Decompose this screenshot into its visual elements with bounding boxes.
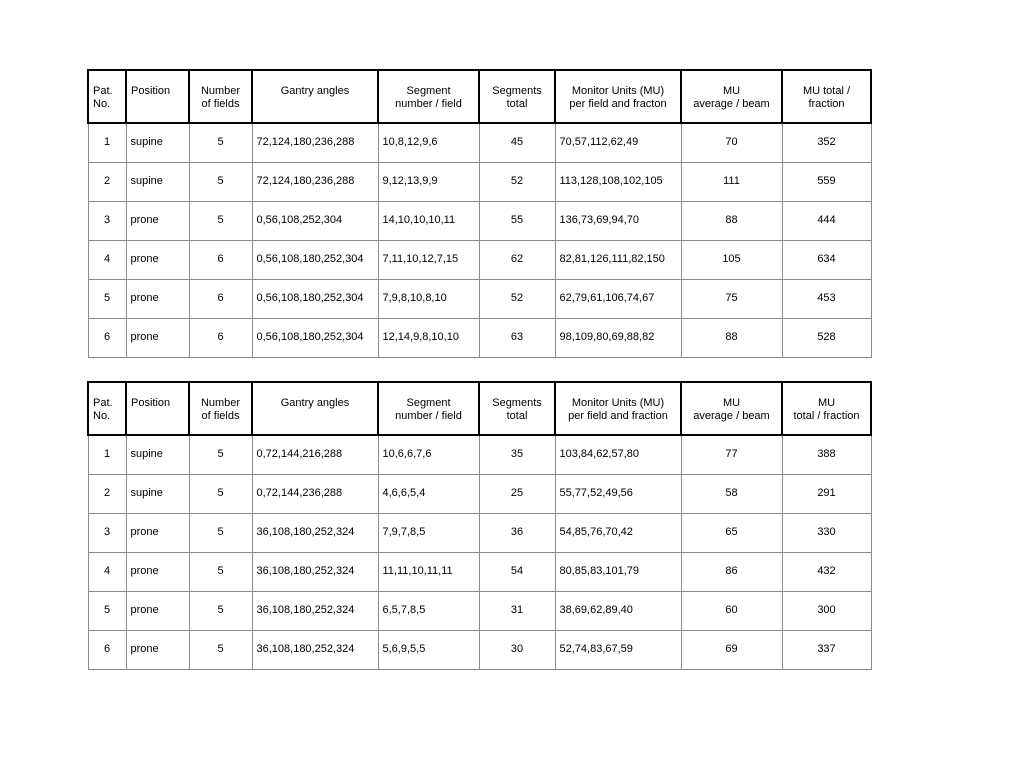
- header-text-line: No.: [93, 410, 111, 422]
- cell-mu-average-per-beam: 58: [681, 474, 782, 513]
- cell-number-of-fields: 5: [189, 591, 252, 630]
- cell-mu-total-per-fraction: 291: [782, 474, 871, 513]
- cell-patient-number: 4: [88, 552, 126, 591]
- cell-segments-total: 54: [479, 552, 555, 591]
- header-mu-total-per-fraction: [782, 382, 871, 435]
- cell-number-of-fields: 6: [189, 279, 252, 318]
- cell-segments-total: 36: [479, 513, 555, 552]
- table-row: [88, 279, 871, 318]
- cell-mu-average-per-beam: 65: [681, 513, 782, 552]
- cell-position: prone: [126, 318, 189, 357]
- cell-position: prone: [126, 552, 189, 591]
- cell-monitor-units-per-field: 82,81,126,111,82,150: [555, 240, 681, 279]
- header-position: [126, 70, 189, 123]
- cell-segments-total: 45: [479, 123, 555, 162]
- cell-position: prone: [126, 240, 189, 279]
- cell-gantry-angles: 36,108,180,252,324: [252, 591, 378, 630]
- cell-position: prone: [126, 279, 189, 318]
- header-segment-number-per-field: [378, 382, 479, 435]
- cell-segments-total: 31: [479, 591, 555, 630]
- cell-mu-total-per-fraction: 388: [782, 435, 871, 474]
- header-text-line: Pat.: [93, 85, 113, 97]
- cell-mu-total-per-fraction: 634: [782, 240, 871, 279]
- cell-patient-number: 2: [88, 474, 126, 513]
- treatment-plan-table-2: [87, 381, 872, 670]
- cell-monitor-units-per-field: 38,69,62,89,40: [555, 591, 681, 630]
- cell-gantry-angles: 72,124,180,236,288: [252, 162, 378, 201]
- cell-position: prone: [126, 201, 189, 240]
- cell-gantry-angles: 72,124,180,236,288: [252, 123, 378, 162]
- header-text-line: fraction: [808, 98, 845, 110]
- header-text-line: total: [506, 98, 528, 110]
- cell-gantry-angles: 36,108,180,252,324: [252, 552, 378, 591]
- cell-segment-number-per-field: 7,9,7,8,5: [378, 513, 479, 552]
- cell-segment-number-per-field: 14,10,10,10,11: [378, 201, 479, 240]
- cell-gantry-angles: 0,56,108,180,252,304: [252, 240, 378, 279]
- cell-gantry-angles: 36,108,180,252,324: [252, 513, 378, 552]
- cell-gantry-angles: 0,72,144,236,288: [252, 474, 378, 513]
- cell-mu-total-per-fraction: 453: [782, 279, 871, 318]
- cell-segment-number-per-field: 7,11,10,12,7,15: [378, 240, 479, 279]
- cell-mu-average-per-beam: 70: [681, 123, 782, 162]
- header-text-line: Segment: [406, 85, 451, 97]
- header-gantry-angles: [252, 70, 378, 123]
- header-monitor-units-per-field: [555, 70, 681, 123]
- table-row: [88, 474, 871, 513]
- table-row: [88, 435, 871, 474]
- cell-mu-total-per-fraction: 444: [782, 201, 871, 240]
- cell-segment-number-per-field: 9,12,13,9,9: [378, 162, 479, 201]
- cell-monitor-units-per-field: 80,85,83,101,79: [555, 552, 681, 591]
- cell-number-of-fields: 5: [189, 630, 252, 669]
- cell-mu-total-per-fraction: 352: [782, 123, 871, 162]
- cell-number-of-fields: 5: [189, 123, 252, 162]
- header-text-line: total: [506, 410, 528, 422]
- cell-mu-total-per-fraction: 330: [782, 513, 871, 552]
- cell-segment-number-per-field: 6,5,7,8,5: [378, 591, 479, 630]
- header-text-line: Monitor Units (MU): [571, 85, 665, 97]
- table-row: [88, 513, 871, 552]
- header-segment-number-per-field: [378, 70, 479, 123]
- header-monitor-units-per-field: [555, 382, 681, 435]
- header-row: [88, 382, 871, 435]
- cell-segment-number-per-field: 7,9,8,10,8,10: [378, 279, 479, 318]
- header-segments-total: [479, 70, 555, 123]
- cell-gantry-angles: 36,108,180,252,324: [252, 630, 378, 669]
- header-text-line: average / beam: [693, 410, 770, 422]
- cell-patient-number: 5: [88, 591, 126, 630]
- cell-number-of-fields: 5: [189, 474, 252, 513]
- cell-position: prone: [126, 630, 189, 669]
- cell-position: prone: [126, 513, 189, 552]
- cell-number-of-fields: 6: [189, 318, 252, 357]
- header-number-of-fields: [189, 382, 252, 435]
- cell-position: supine: [126, 474, 189, 513]
- cell-gantry-angles: 0,56,108,180,252,304: [252, 318, 378, 357]
- cell-mu-total-per-fraction: 559: [782, 162, 871, 201]
- cell-position: supine: [126, 162, 189, 201]
- cell-mu-total-per-fraction: 337: [782, 630, 871, 669]
- header-gantry-angles: [252, 382, 378, 435]
- cell-patient-number: 1: [88, 435, 126, 474]
- cell-segment-number-per-field: 12,14,9,8,10,10: [378, 318, 479, 357]
- cell-segments-total: 62: [479, 240, 555, 279]
- cell-number-of-fields: 5: [189, 513, 252, 552]
- cell-gantry-angles: 0,72,144,216,288: [252, 435, 378, 474]
- cell-monitor-units-per-field: 52,74,83,67,59: [555, 630, 681, 669]
- header-row: [88, 70, 871, 123]
- cell-position: prone: [126, 591, 189, 630]
- header-text-line: Gantry angles: [280, 397, 350, 409]
- cell-mu-average-per-beam: 88: [681, 201, 782, 240]
- header-text-line: total / fraction: [793, 410, 860, 422]
- cell-gantry-angles: 0,56,108,180,252,304: [252, 279, 378, 318]
- cell-patient-number: 3: [88, 201, 126, 240]
- header-text-line: No.: [93, 98, 111, 110]
- cell-mu-average-per-beam: 88: [681, 318, 782, 357]
- treatment-plan-table-1: [87, 69, 872, 358]
- cell-segments-total: 63: [479, 318, 555, 357]
- cell-mu-average-per-beam: 69: [681, 630, 782, 669]
- header-text-line: MU: [722, 397, 741, 409]
- cell-mu-average-per-beam: 77: [681, 435, 782, 474]
- cell-patient-number: 3: [88, 513, 126, 552]
- table-row: [88, 162, 871, 201]
- cell-patient-number: 6: [88, 630, 126, 669]
- cell-mu-average-per-beam: 86: [681, 552, 782, 591]
- cell-monitor-units-per-field: 62,79,61,106,74,67: [555, 279, 681, 318]
- header-text-line: Segment: [406, 397, 451, 409]
- table-row: [88, 630, 871, 669]
- cell-segment-number-per-field: 10,6,6,7,6: [378, 435, 479, 474]
- header-text-line: number / field: [395, 98, 462, 110]
- table-row: [88, 201, 871, 240]
- cell-position: supine: [126, 123, 189, 162]
- cell-patient-number: 5: [88, 279, 126, 318]
- cell-mu-total-per-fraction: 528: [782, 318, 871, 357]
- cell-segments-total: 52: [479, 279, 555, 318]
- header-text-line: of fields: [201, 98, 240, 110]
- table-row: [88, 123, 871, 162]
- cell-monitor-units-per-field: 55,77,52,49,56: [555, 474, 681, 513]
- cell-segments-total: 52: [479, 162, 555, 201]
- header-mu-average-per-beam: [681, 382, 782, 435]
- cell-monitor-units-per-field: 70,57,112,62,49: [555, 123, 681, 162]
- header-number-of-fields: [189, 70, 252, 123]
- header-text-line: Gantry angles: [280, 85, 350, 97]
- cell-segment-number-per-field: 10,8,12,9,6: [378, 123, 479, 162]
- cell-mu-average-per-beam: 75: [681, 279, 782, 318]
- cell-monitor-units-per-field: 113,128,108,102,105: [555, 162, 681, 201]
- cell-mu-total-per-fraction: 300: [782, 591, 871, 630]
- cell-patient-number: 4: [88, 240, 126, 279]
- cell-mu-average-per-beam: 111: [681, 162, 782, 201]
- cell-segments-total: 35: [479, 435, 555, 474]
- header-text-line: Position: [131, 85, 171, 97]
- header-text-line: Position: [131, 397, 171, 409]
- cell-number-of-fields: 5: [189, 552, 252, 591]
- cell-mu-average-per-beam: 105: [681, 240, 782, 279]
- cell-number-of-fields: 5: [189, 201, 252, 240]
- header-text-line: Number: [200, 397, 241, 409]
- cell-patient-number: 6: [88, 318, 126, 357]
- header-text-line: Segments: [492, 85, 542, 97]
- cell-segment-number-per-field: 5,6,9,5,5: [378, 630, 479, 669]
- header-mu-total-per-fraction: [782, 70, 871, 123]
- cell-monitor-units-per-field: 103,84,62,57,80: [555, 435, 681, 474]
- table-row: [88, 240, 871, 279]
- header-text-line: number / field: [395, 410, 462, 422]
- table-row: [88, 591, 871, 630]
- cell-segments-total: 25: [479, 474, 555, 513]
- cell-patient-number: 1: [88, 123, 126, 162]
- cell-mu-average-per-beam: 60: [681, 591, 782, 630]
- cell-number-of-fields: 5: [189, 435, 252, 474]
- cell-gantry-angles: 0,56,108,252,304: [252, 201, 378, 240]
- header-mu-average-per-beam: [681, 70, 782, 123]
- cell-position: supine: [126, 435, 189, 474]
- cell-segments-total: 30: [479, 630, 555, 669]
- header-text-line: per field and fraction: [568, 410, 668, 422]
- header-position: [126, 382, 189, 435]
- cell-monitor-units-per-field: 136,73,69,94,70: [555, 201, 681, 240]
- cell-segment-number-per-field: 11,11,10,11,11: [378, 552, 479, 591]
- cell-number-of-fields: 5: [189, 162, 252, 201]
- cell-monitor-units-per-field: 54,85,76,70,42: [555, 513, 681, 552]
- table-row: [88, 318, 871, 357]
- header-text-line: of fields: [201, 410, 240, 422]
- header-text-line: Pat.: [93, 397, 113, 409]
- table-row: [88, 552, 871, 591]
- header-text-line: MU: [817, 397, 836, 409]
- cell-mu-total-per-fraction: 432: [782, 552, 871, 591]
- header-segments-total: [479, 382, 555, 435]
- cell-segments-total: 55: [479, 201, 555, 240]
- header-patient-number: [88, 382, 126, 435]
- header-text-line: average / beam: [693, 98, 770, 110]
- header-text-line: MU: [722, 85, 741, 97]
- cell-segment-number-per-field: 4,6,6,5,4: [378, 474, 479, 513]
- header-patient-number: [88, 70, 126, 123]
- cell-patient-number: 2: [88, 162, 126, 201]
- cell-monitor-units-per-field: 98,109,80,69,88,82: [555, 318, 681, 357]
- header-text-line: per field and fracton: [569, 98, 667, 110]
- header-text-line: Monitor Units (MU): [571, 397, 665, 409]
- header-text-line: MU total /: [802, 85, 851, 97]
- header-text-line: Segments: [492, 397, 542, 409]
- header-text-line: Number: [200, 85, 241, 97]
- cell-number-of-fields: 6: [189, 240, 252, 279]
